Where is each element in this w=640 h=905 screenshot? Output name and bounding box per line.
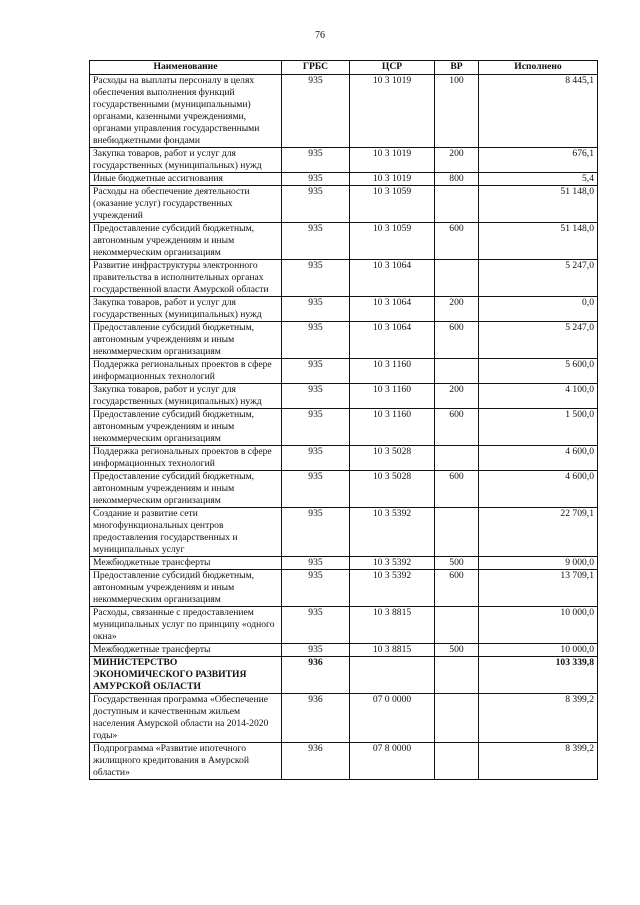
cell-name: Подпрограмма «Развитие ипотечного жилищного кредитования в Амурской области» bbox=[90, 743, 282, 780]
cell-vr: 500 bbox=[435, 557, 479, 570]
cell-csr: 10 3 1019 bbox=[350, 148, 435, 173]
cell-name: МИНИСТЕРСТВО ЭКОНОМИЧЕСКОГО РАЗВИТИЯ АМУРСКОЙ ОБЛАСТИ bbox=[90, 657, 282, 694]
table-row bbox=[90, 322, 598, 359]
cell-grbs: 935 bbox=[282, 260, 350, 297]
cell-name: Предоставление субсидий бюджетным, автономным учреждениям и иным некоммерческим организациям bbox=[90, 570, 282, 607]
cell-executed: 4 600,0 bbox=[479, 471, 598, 508]
cell-csr: 10 3 1019 bbox=[350, 173, 435, 186]
cell-grbs: 936 bbox=[282, 743, 350, 780]
cell-vr bbox=[435, 743, 479, 780]
cell-csr: 10 3 5028 bbox=[350, 446, 435, 471]
table-row bbox=[90, 570, 598, 607]
table-row bbox=[90, 446, 598, 471]
cell-name: Предоставление субсидий бюджетным, автономным учреждениям и иным некоммерческим организациям bbox=[90, 223, 282, 260]
cell-grbs: 935 bbox=[282, 297, 350, 322]
cell-name: Закупка товаров, работ и услуг для государственных (муниципальных) нужд bbox=[90, 384, 282, 409]
cell-grbs: 936 bbox=[282, 657, 350, 694]
cell-vr bbox=[435, 694, 479, 743]
header-grbs: ГРБС bbox=[282, 61, 350, 75]
table-row bbox=[90, 297, 598, 322]
cell-csr: 10 3 8815 bbox=[350, 607, 435, 644]
cell-name: Создание и развитие сети многофункциональных центров предоставления государственных и муниципальных услуг bbox=[90, 508, 282, 557]
table-row bbox=[90, 694, 598, 743]
cell-name: Межбюджетные трансферты bbox=[90, 644, 282, 657]
cell-name: Расходы, связанные с предоставлением муниципальных услуг по принципу «одного окна» bbox=[90, 607, 282, 644]
cell-grbs: 935 bbox=[282, 471, 350, 508]
cell-name: Закупка товаров, работ и услуг для государственных (муниципальных) нужд bbox=[90, 148, 282, 173]
cell-name: Поддержка региональных проектов в сфере информационных технологий bbox=[90, 446, 282, 471]
cell-csr: 10 3 5028 bbox=[350, 471, 435, 508]
cell-executed: 103 339,8 bbox=[479, 657, 598, 694]
cell-name: Поддержка региональных проектов в сфере информационных технологий bbox=[90, 359, 282, 384]
cell-vr: 200 bbox=[435, 148, 479, 173]
cell-name: Государственная программа «Обеспечение доступным и качественным жильем населения Амурской области на 2014-2020 годы» bbox=[90, 694, 282, 743]
cell-executed: 51 148,0 bbox=[479, 223, 598, 260]
cell-executed: 5 600,0 bbox=[479, 359, 598, 384]
cell-grbs: 935 bbox=[282, 173, 350, 186]
cell-vr bbox=[435, 260, 479, 297]
cell-name: Предоставление субсидий бюджетным, автономным учреждениям и иным некоммерческим организациям bbox=[90, 409, 282, 446]
table-row bbox=[90, 607, 598, 644]
header-vr: ВР bbox=[435, 61, 479, 75]
cell-grbs: 935 bbox=[282, 384, 350, 409]
cell-grbs: 935 bbox=[282, 570, 350, 607]
table-row bbox=[90, 384, 598, 409]
cell-name: Развитие инфраструктуры электронного правительства в исполнительных органах государственной власти Амурской области bbox=[90, 260, 282, 297]
table-row bbox=[90, 557, 598, 570]
cell-name: Предоставление субсидий бюджетным, автономным учреждениям и иным некоммерческим организациям bbox=[90, 471, 282, 508]
cell-csr: 10 3 1064 bbox=[350, 297, 435, 322]
table-row bbox=[90, 260, 598, 297]
cell-grbs: 935 bbox=[282, 446, 350, 471]
cell-csr: 10 3 1059 bbox=[350, 223, 435, 260]
cell-executed: 9 000,0 bbox=[479, 557, 598, 570]
cell-csr: 10 3 1064 bbox=[350, 322, 435, 359]
cell-executed: 10 000,0 bbox=[479, 607, 598, 644]
cell-csr: 10 3 5392 bbox=[350, 557, 435, 570]
table-row bbox=[90, 471, 598, 508]
cell-grbs: 936 bbox=[282, 694, 350, 743]
cell-grbs: 935 bbox=[282, 322, 350, 359]
cell-vr: 800 bbox=[435, 173, 479, 186]
cell-vr: 200 bbox=[435, 297, 479, 322]
cell-csr: 10 3 8815 bbox=[350, 644, 435, 657]
table-header-row bbox=[90, 61, 598, 75]
cell-vr: 600 bbox=[435, 570, 479, 607]
cell-csr: 10 3 1160 bbox=[350, 409, 435, 446]
cell-grbs: 935 bbox=[282, 186, 350, 223]
table-row bbox=[90, 223, 598, 260]
cell-name: Предоставление субсидий бюджетным, автономным учреждениям и иным некоммерческим организациям bbox=[90, 322, 282, 359]
cell-csr bbox=[350, 657, 435, 694]
cell-grbs: 935 bbox=[282, 508, 350, 557]
header-executed: Исполнено bbox=[479, 61, 598, 75]
cell-name: Расходы на обеспечение деятельности (оказание услуг) государственных учреждений bbox=[90, 186, 282, 223]
table-row bbox=[90, 409, 598, 446]
cell-executed: 4 100,0 bbox=[479, 384, 598, 409]
cell-executed: 5 247,0 bbox=[479, 322, 598, 359]
cell-csr: 10 3 5392 bbox=[350, 508, 435, 557]
cell-csr: 10 3 1019 bbox=[350, 75, 435, 148]
cell-vr bbox=[435, 657, 479, 694]
table-row bbox=[90, 75, 598, 148]
cell-csr: 07 8 0000 bbox=[350, 743, 435, 780]
cell-grbs: 935 bbox=[282, 223, 350, 260]
table-row bbox=[90, 743, 598, 780]
cell-name: Закупка товаров, работ и услуг для государственных (муниципальных) нужд bbox=[90, 297, 282, 322]
table-row bbox=[90, 186, 598, 223]
cell-executed: 4 600,0 bbox=[479, 446, 598, 471]
cell-executed: 676,1 bbox=[479, 148, 598, 173]
cell-csr: 10 3 5392 bbox=[350, 570, 435, 607]
cell-grbs: 935 bbox=[282, 557, 350, 570]
cell-executed: 22 709,1 bbox=[479, 508, 598, 557]
cell-executed: 5,4 bbox=[479, 173, 598, 186]
cell-vr: 600 bbox=[435, 322, 479, 359]
cell-name: Иные бюджетные ассигнования bbox=[90, 173, 282, 186]
cell-csr: 10 3 1059 bbox=[350, 186, 435, 223]
cell-executed: 8 399,2 bbox=[479, 743, 598, 780]
cell-vr: 600 bbox=[435, 223, 479, 260]
cell-csr: 10 3 1160 bbox=[350, 359, 435, 384]
cell-grbs: 935 bbox=[282, 607, 350, 644]
page-number: 76 bbox=[315, 30, 325, 41]
budget-table bbox=[89, 60, 598, 780]
cell-executed: 13 709,1 bbox=[479, 570, 598, 607]
cell-executed: 10 000,0 bbox=[479, 644, 598, 657]
cell-executed: 51 148,0 bbox=[479, 186, 598, 223]
table-row bbox=[90, 644, 598, 657]
cell-grbs: 935 bbox=[282, 409, 350, 446]
cell-vr bbox=[435, 186, 479, 223]
cell-vr: 200 bbox=[435, 384, 479, 409]
header-name: Наименование bbox=[90, 61, 282, 75]
cell-grbs: 935 bbox=[282, 644, 350, 657]
table-row bbox=[90, 359, 598, 384]
cell-vr bbox=[435, 446, 479, 471]
cell-grbs: 935 bbox=[282, 75, 350, 148]
cell-name: Расходы на выплаты персоналу в целях обеспечения выполнения функций государственными (муниципальными) органами, казенными учреждениями, органами управления государственными внебюджетными фондами bbox=[90, 75, 282, 148]
cell-name: Межбюджетные трансферты bbox=[90, 557, 282, 570]
cell-vr: 600 bbox=[435, 471, 479, 508]
cell-grbs: 935 bbox=[282, 148, 350, 173]
table-row bbox=[90, 173, 598, 186]
cell-vr: 600 bbox=[435, 409, 479, 446]
cell-vr: 500 bbox=[435, 644, 479, 657]
header-csr: ЦСР bbox=[350, 61, 435, 75]
table-row bbox=[90, 508, 598, 557]
cell-grbs: 935 bbox=[282, 359, 350, 384]
cell-executed: 8 399,2 bbox=[479, 694, 598, 743]
cell-vr bbox=[435, 607, 479, 644]
cell-csr: 07 0 0000 bbox=[350, 694, 435, 743]
cell-csr: 10 3 1064 bbox=[350, 260, 435, 297]
cell-vr bbox=[435, 508, 479, 557]
cell-executed: 0,0 bbox=[479, 297, 598, 322]
cell-vr bbox=[435, 359, 479, 384]
cell-executed: 1 500,0 bbox=[479, 409, 598, 446]
table-row bbox=[90, 148, 598, 173]
cell-executed: 8 445,1 bbox=[479, 75, 598, 148]
cell-executed: 5 247,0 bbox=[479, 260, 598, 297]
table-row bbox=[90, 657, 598, 694]
cell-vr: 100 bbox=[435, 75, 479, 148]
cell-csr: 10 3 1160 bbox=[350, 384, 435, 409]
